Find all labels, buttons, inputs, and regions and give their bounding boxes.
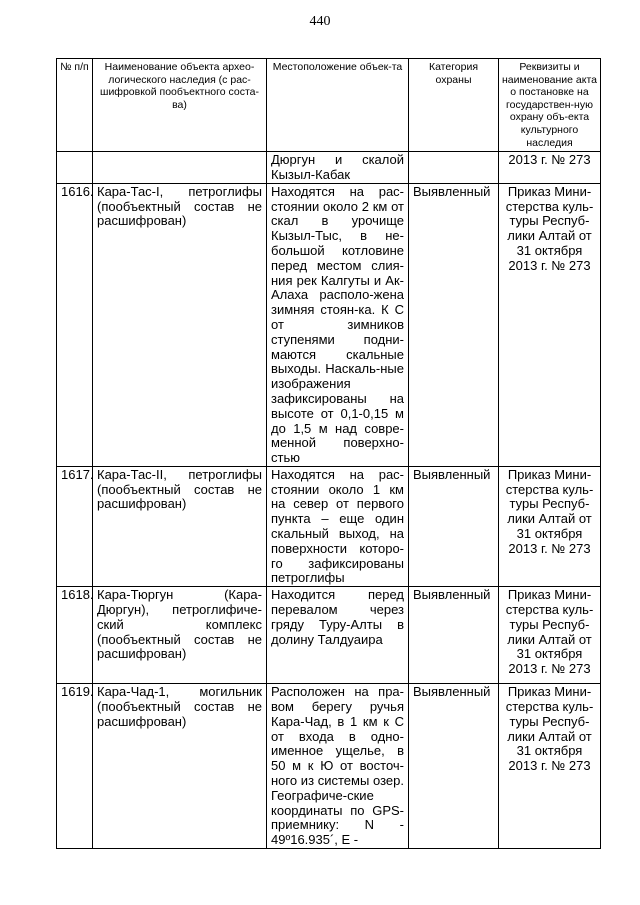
page-number: 440 bbox=[309, 14, 331, 29]
cell-location: Находится перед перевалом через гряду Туру-Алты в долину Талдуаира bbox=[267, 587, 409, 684]
cell-category bbox=[409, 152, 499, 184]
cell-object-name: Кара-Тюргун (Кара-Дюргун), петроглифиче-ский комплекс (пообъектный состав не расшифрован) bbox=[93, 587, 267, 684]
cell-object-name: Кара-Тас-I, петроглифы (пообъектный состав не расшифрован) bbox=[93, 183, 267, 466]
table-row-continuation bbox=[57, 152, 601, 184]
table-row bbox=[57, 587, 601, 684]
header-object-name: Наименование объекта архео-логического наследия (с рас-шифровкой пообъектного соста-ва) bbox=[93, 59, 267, 152]
header-act-requisites: Реквизиты и наименование акта о постановке на государствен-ную охрану объ-екта культурного наследия bbox=[499, 59, 601, 152]
cell-object-name: Кара-Чад-1, могильник (пообъектный состав не расшифрован) bbox=[93, 684, 267, 849]
cell-requisites: Приказ Мини-стерства куль-туры Респуб-лики Алтай от 31 октября 2013 г. № 273 bbox=[499, 587, 601, 684]
cell-object-name bbox=[93, 152, 267, 184]
header-num: № п/п bbox=[57, 59, 93, 152]
cell-category: Выявленный bbox=[409, 587, 499, 684]
cell-object-name: Кара-Тас-II, петроглифы (пообъектный состав не расшифрован) bbox=[93, 466, 267, 586]
table-row bbox=[57, 183, 601, 466]
cell-requisites: Приказ Мини-стерства куль-туры Респуб-лики Алтай от 31 октября 2013 г. № 273 bbox=[499, 183, 601, 466]
cell-num: 1619. bbox=[57, 684, 93, 849]
cell-category: Выявленный bbox=[409, 466, 499, 586]
cell-location: Находятся на рас-стоянии около 1 км на север от первого пункта – еще один скальный выход, на поверхности которо-го зафиксированы петроглифы bbox=[267, 466, 409, 586]
cell-requisites: Приказ Мини-стерства куль-туры Респуб-лики Алтай от 31 октября 2013 г. № 273 bbox=[499, 466, 601, 586]
table-header-row bbox=[57, 59, 601, 152]
cell-requisites: 2013 г. № 273 bbox=[499, 152, 601, 184]
cell-category: Выявленный bbox=[409, 684, 499, 849]
cell-location: Находятся на рас-стоянии около 2 км от скал в урочище Кызыл-Тыс, в не-большой котловине перед местом слия-ния рек Калгуты и Ак-Алаха располо-жена зимняя стоян-ка. К С от зимников ступенями подни-маются скальные выходы. Наскаль-ные изображения зафиксированы на высоте от 0,1-0,15 м до 1,5 м над совре-менной поверхно-стью bbox=[267, 183, 409, 466]
header-location: Местоположение объек-та bbox=[267, 59, 409, 152]
cell-location: Расположен на пра-вом берегу ручья Кара-Чад, в 1 км к С от входа в одно-именное ущелье, в 50 м к Ю от восточ-ного из системы озер. Географиче-ские координаты по GPS-приемнику: N - 49º16.935´, E - bbox=[267, 684, 409, 849]
cell-location: Дюргун и скалой Кызыл-Кабак bbox=[267, 152, 409, 184]
cell-num bbox=[57, 152, 93, 184]
heritage-registry-table bbox=[56, 58, 601, 849]
cell-num: 1616. bbox=[57, 183, 93, 466]
cell-category: Выявленный bbox=[409, 183, 499, 466]
cell-num: 1618. bbox=[57, 587, 93, 684]
cell-requisites: Приказ Мини-стерства куль-туры Респуб-лики Алтай от 31 октября 2013 г. № 273 bbox=[499, 684, 601, 849]
header-protection-category: Категория охраны bbox=[409, 59, 499, 152]
cell-num: 1617. bbox=[57, 466, 93, 586]
table-row bbox=[57, 684, 601, 849]
table-row bbox=[57, 466, 601, 586]
